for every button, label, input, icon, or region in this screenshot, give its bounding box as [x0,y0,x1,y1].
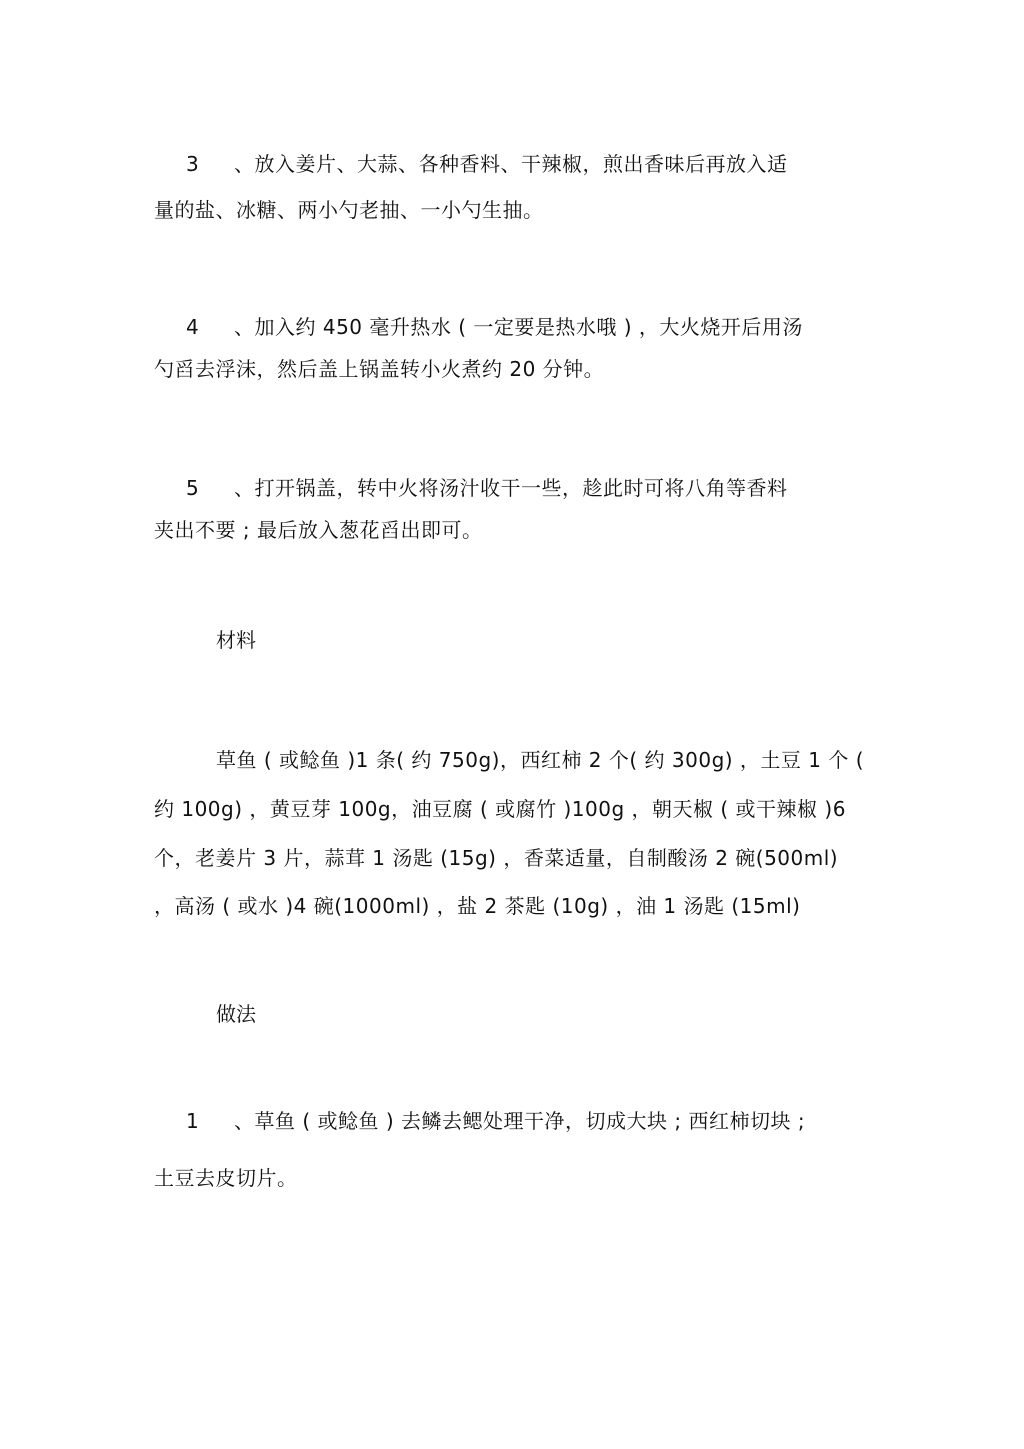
materials-heading: 材料 [216,628,256,652]
step-text: 、草鱼 ( 或鲶鱼 ) 去鳞去鳃处理干净，切成大块 ; 西红柿切块 ; [234,1109,806,1133]
step-number: 4 [186,315,200,339]
step-1-line-1 [154,1108,805,1134]
step-4-line-2: 勺舀去浮沫，然后盖上锅盖转小火煮约 20 分钟。 [154,357,605,381]
materials-line-4: ，高汤 ( 或水 )4 碗(1000ml) ，盐 2 茶匙 (10g) ，油 1 汤匙 (15ml) [154,894,801,918]
step-number: 5 [186,476,200,500]
step-number: 3 [186,152,200,176]
step-5-line-1 [154,475,788,501]
materials-line-3: 个，老姜片 3 片，蒜茸 1 汤匙 (15g) ，香菜适量，自制酸汤 2 碗(500ml) [154,846,839,870]
method-heading: 做法 [216,1002,256,1026]
materials-line-2: 约 100g) ，黄豆芽 100g，油豆腐 ( 或腐竹 )100g ，朝天椒 ( 或干辣椒 )6 [154,797,846,821]
step-text: 、加入约 450 毫升热水 ( 一定要是热水哦 ) ，大火烧开后用汤 [234,315,803,339]
step-1-line-2: 土豆去皮切片。 [154,1166,298,1190]
materials-line-1: 草鱼 ( 或鲶鱼 )1 条( 约 750g)，西红柿 2 个( 约 300g) ，土豆 1 个 ( [216,748,865,772]
step-text: 、打开锅盖，转中火将汤汁收干一些，趁此时可将八角等香料 [234,476,788,500]
step-3-line-1 [154,151,788,177]
step-3-line-2: 量的盐、冰糖、两小勺老抽、一小勺生抽。 [154,198,544,222]
step-number: 1 [186,1109,200,1133]
step-5-line-2: 夹出不要 ; 最后放入葱花舀出即可。 [154,518,483,542]
step-4-line-1 [154,314,803,340]
step-text: 、放入姜片、大蒜、各种香料、干辣椒，煎出香味后再放入适 [234,152,788,176]
